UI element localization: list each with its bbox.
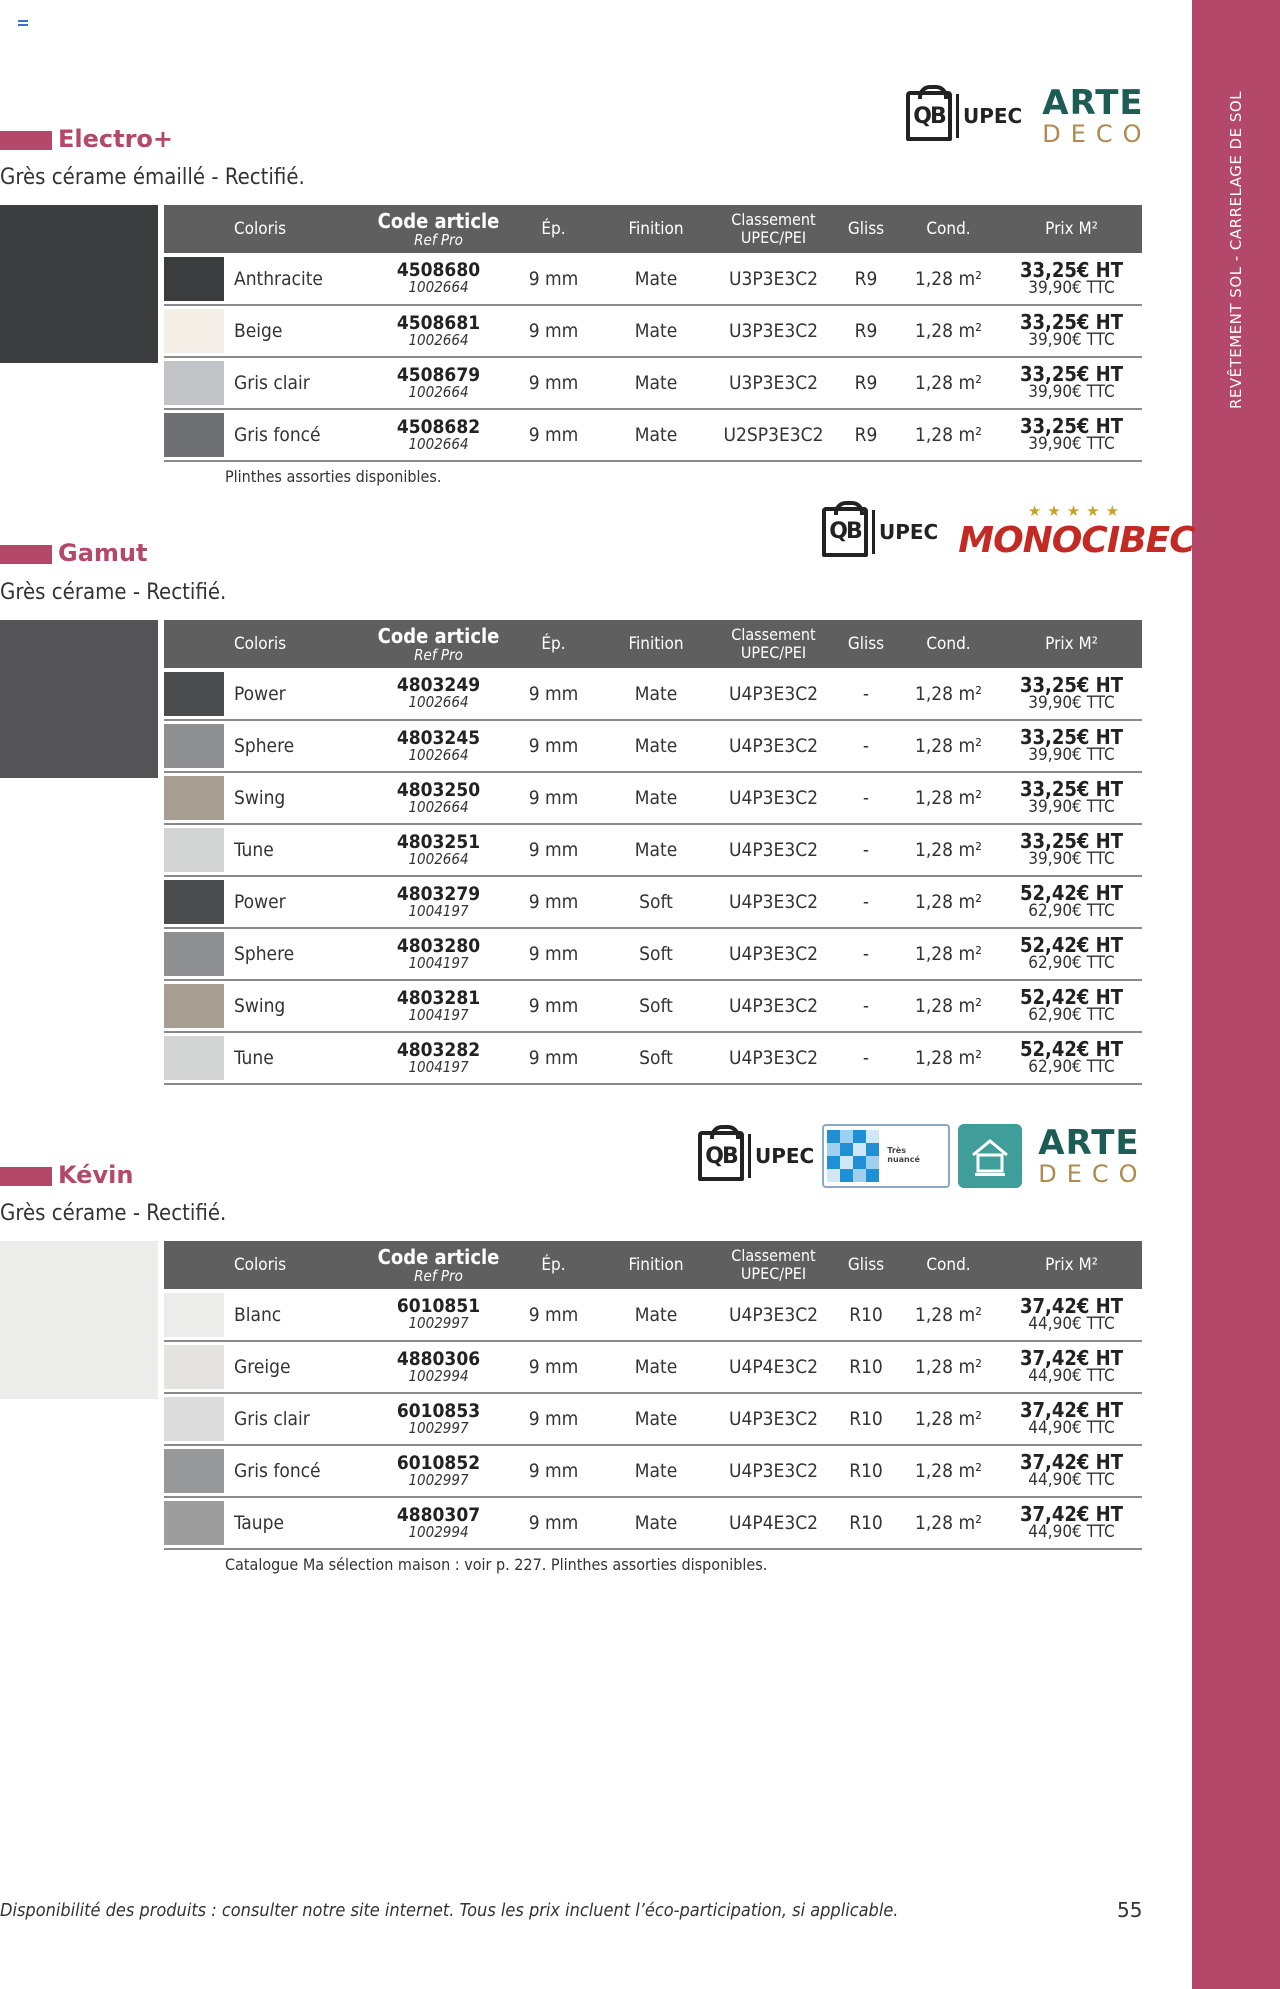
price-ttc: 39,90€ TTC <box>1028 797 1115 818</box>
th-code: Code article Ref Pro <box>371 620 506 668</box>
monocibec-logo <box>958 502 1194 561</box>
gliss: R9 <box>836 253 896 305</box>
color-swatch <box>164 672 224 716</box>
gliss: R9 <box>836 357 896 409</box>
classement: U4P3E3C2 <box>711 1393 836 1445</box>
epaisseur: 9 mm <box>506 928 601 980</box>
ref-pro: 1002664 <box>408 434 469 453</box>
big-swatch <box>0 620 158 778</box>
color-swatch <box>164 361 224 405</box>
th-classement: Classement UPEC/PEI <box>711 1241 836 1289</box>
classement: U2SP3E3C2 <box>711 409 836 461</box>
stars-icon: ★★★★★ <box>1027 502 1126 520</box>
gliss: - <box>836 824 896 876</box>
coloris-label: Tune <box>234 839 274 861</box>
section-bar <box>0 131 52 150</box>
price-ht: 52,42€ HT <box>1019 1037 1124 1062</box>
th-coloris: Coloris <box>164 205 371 253</box>
th-cond: Cond. <box>896 620 1001 668</box>
finition: Mate <box>601 1445 711 1497</box>
table-row <box>164 876 1142 928</box>
ref-pro: 1002997 <box>408 1418 469 1437</box>
price-ht: 52,42€ HT <box>1019 881 1124 906</box>
qb-upec-logo <box>906 91 1022 141</box>
classement: U4P3E3C2 <box>711 824 836 876</box>
th-gliss: Gliss <box>836 1241 896 1289</box>
table-row <box>164 357 1142 409</box>
th-ep: Ép. <box>506 1241 601 1289</box>
code-article: 4803249 <box>396 674 481 697</box>
price-ttc: 39,90€ TTC <box>1028 330 1115 351</box>
coloris-label: Swing <box>234 787 286 809</box>
price-ht: 33,25€ HT <box>1019 777 1124 802</box>
arte-text: ARTE <box>1038 1123 1140 1163</box>
classement: U4P3E3C2 <box>711 1032 836 1084</box>
ref-pro: 1002997 <box>408 1470 469 1489</box>
finition: Mate <box>601 1341 711 1393</box>
qb-icon: QB <box>906 91 952 141</box>
code-article: 4508681 <box>396 311 481 334</box>
conditionnement: 1,28 m² <box>896 980 1001 1032</box>
th-cond: Cond. <box>896 1241 1001 1289</box>
color-swatch <box>164 309 224 353</box>
epaisseur: 9 mm <box>506 772 601 824</box>
epaisseur: 9 mm <box>506 1393 601 1445</box>
coloris-label: Tune <box>234 1047 274 1069</box>
section-title: Electro+ <box>58 125 174 153</box>
code-article: 4803282 <box>396 1038 481 1061</box>
conditionnement: 1,28 m² <box>896 305 1001 357</box>
table-row <box>164 1289 1142 1341</box>
price-ht: 52,42€ HT <box>1019 933 1124 958</box>
section-title: Gamut <box>58 539 148 567</box>
conditionnement: 1,28 m² <box>896 357 1001 409</box>
coloris-label: Greige <box>234 1356 291 1378</box>
finition: Mate <box>601 357 711 409</box>
upec-label: UPEC <box>872 510 938 554</box>
epaisseur: 9 mm <box>506 668 601 720</box>
epaisseur: 9 mm <box>506 1032 601 1084</box>
finition: Mate <box>601 1289 711 1341</box>
code-article: 4880307 <box>396 1503 481 1526</box>
upec-label: UPEC <box>956 94 1022 138</box>
code-article: 4803251 <box>396 830 481 853</box>
ref-pro: 1002997 <box>408 1314 469 1333</box>
coloris-label: Sphere <box>234 735 295 757</box>
ref-pro: 1004197 <box>408 1005 469 1024</box>
gliss: - <box>836 720 896 772</box>
price-ht: 33,25€ HT <box>1019 829 1124 854</box>
color-swatch <box>164 1449 224 1493</box>
coloris-label: Taupe <box>234 1512 284 1534</box>
product-table <box>164 1241 1142 1550</box>
finition: Mate <box>601 253 711 305</box>
side-strip <box>1192 0 1280 1989</box>
color-swatch <box>164 776 224 820</box>
finition: Mate <box>601 720 711 772</box>
nuance-label: Très nuancé <box>887 1146 920 1164</box>
coloris-label: Anthracite <box>234 267 323 290</box>
ref-pro: 1004197 <box>408 901 469 920</box>
finition: Mate <box>601 1393 711 1445</box>
table-row <box>164 1445 1142 1497</box>
classement: U4P4E3C2 <box>711 1341 836 1393</box>
conditionnement: 1,28 m² <box>896 668 1001 720</box>
th-ep: Ép. <box>506 205 601 253</box>
classement: U4P3E3C2 <box>711 720 836 772</box>
code-article: 6010853 <box>396 1399 481 1422</box>
ref-pro: 1002664 <box>408 797 469 816</box>
table-row <box>164 1032 1142 1084</box>
gliss: R10 <box>836 1341 896 1393</box>
code-article: 4803279 <box>396 882 481 905</box>
gliss: - <box>836 668 896 720</box>
ref-pro: 1002664 <box>408 382 469 401</box>
ref-pro: 1002664 <box>408 330 469 349</box>
epaisseur: 9 mm <box>506 876 601 928</box>
th-ep: Ép. <box>506 620 601 668</box>
epaisseur: 9 mm <box>506 305 601 357</box>
code-article: 6010852 <box>396 1451 481 1474</box>
section-subtitle: Grès cérame - Rectifié. <box>0 1201 227 1226</box>
price-ttc: 62,90€ TTC <box>1028 1057 1115 1078</box>
section-subtitle: Grès cérame - Rectifié. <box>0 580 227 605</box>
table-row <box>164 305 1142 357</box>
coloris-label: Blanc <box>234 1303 282 1326</box>
classement: U4P3E3C2 <box>711 1445 836 1497</box>
coloris-label: Gris foncé <box>234 424 321 446</box>
color-swatch <box>164 1345 224 1389</box>
coloris-label: Power <box>234 891 286 913</box>
code-article: 4803281 <box>396 986 481 1009</box>
price-ht: 33,25€ HT <box>1019 725 1124 750</box>
deco-text: DECO <box>1042 120 1152 148</box>
price-ht: 33,25€ HT <box>1019 672 1124 697</box>
gliss: - <box>836 928 896 980</box>
price-ttc: 62,90€ TTC <box>1028 953 1115 974</box>
price-ttc: 39,90€ TTC <box>1028 745 1115 766</box>
table-header <box>164 1241 1142 1289</box>
finition: Mate <box>601 824 711 876</box>
price-ttc: 39,90€ TTC <box>1028 434 1115 455</box>
conditionnement: 1,28 m² <box>896 1445 1001 1497</box>
logos-gamut <box>822 502 1195 561</box>
price-ttc: 62,90€ TTC <box>1028 901 1115 922</box>
table-row <box>164 668 1142 720</box>
section-bar <box>0 545 52 564</box>
price-ht: 37,42€ HT <box>1019 1293 1124 1318</box>
product-table <box>164 205 1142 462</box>
conditionnement: 1,28 m² <box>896 1032 1001 1084</box>
gliss: R10 <box>836 1497 896 1549</box>
code-article: 4508680 <box>396 259 481 282</box>
nuance-grid-icon <box>827 1130 879 1182</box>
conditionnement: 1,28 m² <box>896 876 1001 928</box>
epaisseur: 9 mm <box>506 1289 601 1341</box>
epaisseur: 9 mm <box>506 1497 601 1549</box>
price-ht: 37,42€ HT <box>1019 1502 1124 1527</box>
color-swatch <box>164 1397 224 1441</box>
epaisseur: 9 mm <box>506 253 601 305</box>
finition: Mate <box>601 668 711 720</box>
color-swatch <box>164 1036 224 1080</box>
price-ttc: 39,90€ TTC <box>1028 692 1115 713</box>
conditionnement: 1,28 m² <box>896 928 1001 980</box>
epaisseur: 9 mm <box>506 357 601 409</box>
price-ht: 37,42€ HT <box>1019 1398 1124 1423</box>
footer-note: Disponibilité des produits : consulter notre site internet. Tous les prix incluent l’éco-participation, si applicable. <box>0 1900 899 1921</box>
side-label: REVÊTEMENT SOL - CARRELAGE DE SOL <box>1227 90 1245 410</box>
coloris-label: Gris clair <box>234 372 310 394</box>
color-swatch <box>164 1501 224 1545</box>
gliss: R10 <box>836 1393 896 1445</box>
conditionnement: 1,28 m² <box>896 1341 1001 1393</box>
price-ht: 33,25€ HT <box>1019 310 1124 335</box>
classement: U4P3E3C2 <box>711 772 836 824</box>
color-swatch <box>164 1293 224 1337</box>
conditionnement: 1,28 m² <box>896 720 1001 772</box>
logos-electro <box>906 83 1152 148</box>
th-classement: Classement UPEC/PEI <box>711 205 836 253</box>
finition: Mate <box>601 409 711 461</box>
gliss: - <box>836 980 896 1032</box>
price-ttc: 44,90€ TTC <box>1028 1470 1115 1491</box>
section-note: Plinthes assorties disponibles. <box>225 467 442 486</box>
product-table <box>164 620 1142 1085</box>
section-note: Catalogue Ma sélection maison : voir p. 227. Plinthes assorties disponibles. <box>225 1555 768 1574</box>
big-swatch <box>0 1241 158 1399</box>
epaisseur: 9 mm <box>506 980 601 1032</box>
price-ttc: 39,90€ TTC <box>1028 277 1115 298</box>
conditionnement: 1,28 m² <box>896 253 1001 305</box>
arte-deco-logo <box>1038 1123 1148 1188</box>
coloris-label: Power <box>234 682 286 705</box>
color-swatch <box>164 880 224 924</box>
classement: U3P3E3C2 <box>711 253 836 305</box>
qb-icon: QB <box>822 507 868 557</box>
classement: U4P4E3C2 <box>711 1497 836 1549</box>
finition: Mate <box>601 305 711 357</box>
classement: U4P3E3C2 <box>711 928 836 980</box>
coloris-label: Swing <box>234 995 286 1017</box>
monocibec-text: MONOCIBEC <box>958 520 1195 561</box>
epaisseur: 9 mm <box>506 720 601 772</box>
epaisseur: 9 mm <box>506 1341 601 1393</box>
arte-deco-logo <box>1042 83 1152 148</box>
big-swatch <box>0 205 158 363</box>
finition: Mate <box>601 772 711 824</box>
page-number: 55 <box>1117 1898 1143 1922</box>
section-title: Kévin <box>58 1161 134 1189</box>
epaisseur: 9 mm <box>506 824 601 876</box>
conditionnement: 1,28 m² <box>896 1393 1001 1445</box>
ref-pro: 1002994 <box>408 1366 469 1385</box>
price-ttc: 39,90€ TTC <box>1028 849 1115 870</box>
th-finition: Finition <box>601 205 711 253</box>
th-cond: Cond. <box>896 205 1001 253</box>
th-prix: Prix M² <box>1001 205 1142 253</box>
logos-kevin <box>698 1124 1148 1188</box>
classement: U3P3E3C2 <box>711 305 836 357</box>
classement: U4P3E3C2 <box>711 668 836 720</box>
price-ht: 37,42€ HT <box>1019 1450 1124 1475</box>
coloris-label: Gris foncé <box>234 1460 321 1482</box>
deco-text: DECO <box>1038 1160 1148 1188</box>
table-row <box>164 1497 1142 1549</box>
th-code: Code article Ref Pro <box>371 205 506 253</box>
gliss: R9 <box>836 409 896 461</box>
price-ttc: 44,90€ TTC <box>1028 1522 1115 1543</box>
table-row <box>164 980 1142 1032</box>
th-prix: Prix M² <box>1001 620 1142 668</box>
price-ttc: 44,90€ TTC <box>1028 1313 1115 1334</box>
color-swatch <box>164 932 224 976</box>
code-article: 4803280 <box>396 934 481 957</box>
section-subtitle: Grès cérame émaillé - Rectifié. <box>0 165 305 190</box>
finition: Soft <box>601 928 711 980</box>
gliss: R10 <box>836 1289 896 1341</box>
code-article: 4508682 <box>396 415 481 438</box>
code-article: 4803245 <box>396 726 481 749</box>
classement: U4P3E3C2 <box>711 876 836 928</box>
qb-icon: QB <box>698 1131 744 1181</box>
qb-upec-logo <box>698 1131 814 1181</box>
arte-text: ARTE <box>1042 83 1144 123</box>
conditionnement: 1,28 m² <box>896 409 1001 461</box>
color-swatch <box>164 413 224 457</box>
gliss: - <box>836 1032 896 1084</box>
ref-pro: 1002664 <box>408 278 469 297</box>
conditionnement: 1,28 m² <box>896 1497 1001 1549</box>
th-coloris: Coloris <box>164 620 371 668</box>
page-marker <box>18 20 28 26</box>
price-ht: 37,42€ HT <box>1019 1346 1124 1371</box>
coloris-label: Sphere <box>234 943 295 965</box>
color-swatch <box>164 724 224 768</box>
finition: Mate <box>601 1497 711 1549</box>
conditionnement: 1,28 m² <box>896 824 1001 876</box>
epaisseur: 9 mm <box>506 409 601 461</box>
gliss: R9 <box>836 305 896 357</box>
code-article: 6010851 <box>396 1295 481 1318</box>
gliss: - <box>836 772 896 824</box>
price-ht: 33,25€ HT <box>1019 362 1124 387</box>
ref-pro: 1002664 <box>408 745 469 764</box>
price-ttc: 44,90€ TTC <box>1028 1418 1115 1439</box>
finition: Soft <box>601 1032 711 1084</box>
ref-pro: 1002664 <box>408 693 469 712</box>
conditionnement: 1,28 m² <box>896 1289 1001 1341</box>
price-ttc: 44,90€ TTC <box>1028 1366 1115 1387</box>
qb-upec-logo <box>822 507 938 557</box>
code-article: 4803250 <box>396 778 481 801</box>
finition: Soft <box>601 876 711 928</box>
house-icon <box>958 1124 1022 1188</box>
table-header <box>164 620 1142 668</box>
color-swatch <box>164 257 224 301</box>
table-row <box>164 409 1142 461</box>
table-header <box>164 205 1142 253</box>
table-row <box>164 772 1142 824</box>
section-bar <box>0 1167 52 1186</box>
ref-pro: 1004197 <box>408 1057 469 1076</box>
ref-pro: 1004197 <box>408 953 469 972</box>
coloris-label: Gris clair <box>234 1408 310 1430</box>
table-row <box>164 1341 1142 1393</box>
upec-label: UPEC <box>748 1134 814 1178</box>
th-prix: Prix M² <box>1001 1241 1142 1289</box>
classement: U4P3E3C2 <box>711 980 836 1032</box>
price-ht: 33,25€ HT <box>1019 257 1124 282</box>
table-row <box>164 253 1142 305</box>
classement: U4P3E3C2 <box>711 1289 836 1341</box>
price-ht: 33,25€ HT <box>1019 414 1124 439</box>
code-article: 4880306 <box>396 1347 481 1370</box>
ref-pro: 1002664 <box>408 849 469 868</box>
table-row <box>164 720 1142 772</box>
price-ttc: 62,90€ TTC <box>1028 1005 1115 1026</box>
conditionnement: 1,28 m² <box>896 772 1001 824</box>
finition: Soft <box>601 980 711 1032</box>
table-row <box>164 824 1142 876</box>
th-gliss: Gliss <box>836 205 896 253</box>
epaisseur: 9 mm <box>506 1445 601 1497</box>
coloris-label: Beige <box>234 320 283 342</box>
classement: U3P3E3C2 <box>711 357 836 409</box>
color-swatch <box>164 984 224 1028</box>
th-finition: Finition <box>601 620 711 668</box>
th-finition: Finition <box>601 1241 711 1289</box>
th-classement: Classement UPEC/PEI <box>711 620 836 668</box>
table-row <box>164 928 1142 980</box>
code-article: 4508679 <box>396 363 481 386</box>
ref-pro: 1002994 <box>408 1522 469 1541</box>
price-ht: 52,42€ HT <box>1019 985 1124 1010</box>
gliss: R10 <box>836 1445 896 1497</box>
th-code: Code article Ref Pro <box>371 1241 506 1289</box>
gliss: - <box>836 876 896 928</box>
color-swatch <box>164 828 224 872</box>
th-coloris: Coloris <box>164 1241 371 1289</box>
nuance-badge <box>822 1124 950 1188</box>
table-row <box>164 1393 1142 1445</box>
price-ttc: 39,90€ TTC <box>1028 382 1115 403</box>
th-gliss: Gliss <box>836 620 896 668</box>
